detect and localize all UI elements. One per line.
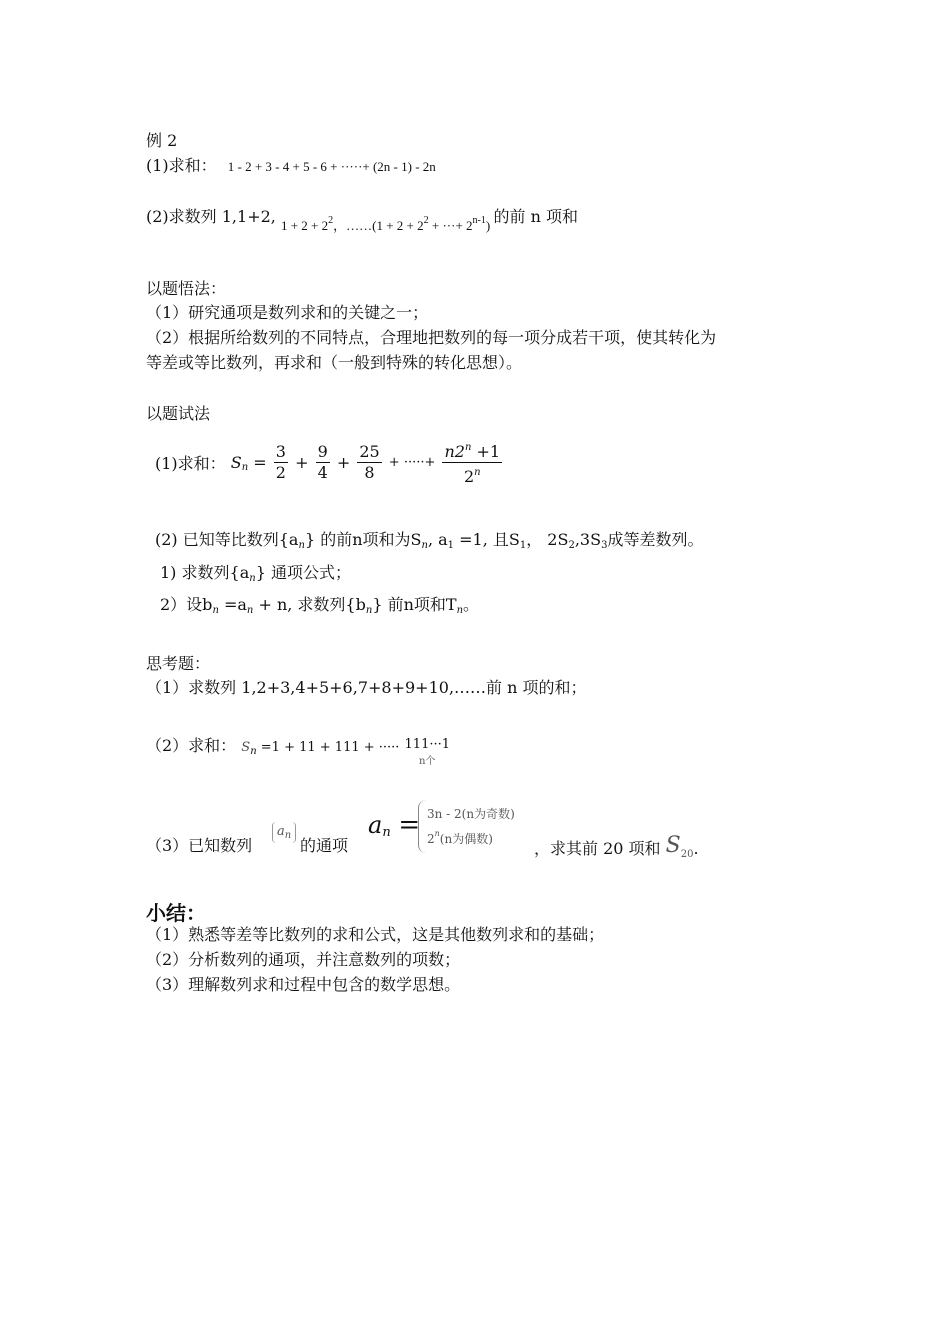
think-title: 思考题：	[146, 654, 211, 673]
frac3-num: 25	[359, 442, 380, 461]
trial-q2-d: =1, 且S	[454, 530, 520, 549]
frac2-den: 4	[317, 463, 328, 482]
example-q2-exp-n: n-1	[472, 215, 486, 226]
trial-title: 以题试法	[146, 404, 211, 423]
think-q3-end: .	[693, 839, 699, 858]
frac3-den: 8	[364, 463, 375, 482]
frac1-den: 2	[275, 463, 286, 482]
think-q3-label: （3）已知数列	[146, 836, 253, 855]
trial-sub1-a: 1) 求数列{a	[160, 563, 250, 582]
insight-item-2: （2）根据所给数列的不同特点，合理地把数列的每一项分成若干项，使其转化为	[146, 328, 717, 347]
trial-q2-e: ， 2S	[526, 530, 569, 549]
example-q1-label: (1)求和：	[146, 156, 217, 175]
think-q3-s20-sub: 20	[680, 849, 694, 860]
summary-title: 小结：	[146, 901, 206, 925]
trial-q2-c: , a	[427, 530, 448, 549]
insight-item-3: 等差或等比数列，再求和（一般到特殊的转化思想）。	[146, 353, 523, 372]
trial-q2-b: } 的前n项和为S	[304, 530, 422, 549]
think-q3-seq: $a_n$	[272, 822, 296, 843]
frac4-num-tail: +1	[471, 442, 501, 461]
think-q3-cases: 3n - 2(n为奇数) 2$^n$(n为偶数)	[418, 800, 515, 853]
trial-sub2: 2）设$b_n =a_n + n$, 求数列$\{b_n\}$ 前n项和$T_n$。	[160, 595, 480, 616]
frac4-den: 2	[463, 467, 475, 486]
summary-item-2: （2）分析数列的通项，并注意数列的项数；	[146, 950, 461, 969]
trial-q2-a: (2) 已知等比数列{a	[155, 530, 299, 549]
summary-item-1: （1）熟悉等差等比数列的求和公式，这是其他数列求和的基础；	[146, 925, 605, 944]
think-q2-under: n个	[419, 756, 436, 767]
trial-sub2-a: 2）设b	[160, 595, 213, 614]
example-q2-expr: 1 + 2 + 22，……(1 + 2 + 22 + ···+ 2n-1)	[280, 215, 491, 233]
trial-sub1-b: } 通项公式；	[255, 563, 351, 582]
trial-sub2-e: 。	[463, 595, 480, 614]
trial-q2: (2) 已知等比数列$\{a_n\}$ 的前n项和为$S_n$, $a_1 =1$, 且$S_1$， $2S_2,3S_3$成等差数列。	[155, 530, 704, 551]
frac1-num: 3	[275, 442, 286, 461]
think-q2-expr: =1 + 11 + 111 + ·····	[256, 740, 400, 755]
insight-item-1: （1）研究通项是数列求和的关键之一；	[146, 303, 429, 322]
frac4-num: n2	[444, 442, 465, 461]
trial-q1-label: (1)求和：	[155, 454, 226, 473]
think-q2-tail: 111···1	[404, 737, 451, 752]
example-q2-expr-b: + ···+ 2	[428, 218, 473, 233]
think-q3-mid: 的通项	[300, 836, 349, 855]
trial-q1-dots: + ·····+	[388, 455, 436, 470]
think-q3-case2-tail: (n为偶数)	[439, 832, 493, 846]
think-q3-case1: 3n - 2(n为奇数)	[427, 807, 515, 821]
think-q2-label: （2）求和：	[146, 736, 237, 755]
think-q3-tail-text: ，求其前 20 项和	[534, 839, 661, 858]
think-q3-an-a: a	[368, 811, 383, 839]
think-q2: （2）求和： $S_n =1 + 11 + 111$ + ····· 111···1 n个	[146, 736, 451, 767]
example-q2	[146, 204, 578, 233]
example-q2-expr-a: 1 + 2 + 2	[280, 218, 329, 233]
example-q2-label: (2)求数列 1,1+2,	[146, 207, 276, 226]
trial-q1-lhs: S	[230, 453, 242, 472]
think-q3-case2: 2	[427, 832, 435, 846]
trial-sub2-d: } 前n项和T	[372, 595, 457, 614]
insight-title: 以题悟法：	[146, 279, 227, 298]
think-q3-tail	[534, 833, 699, 860]
trial-sub2-c: + n, 求数列{b	[253, 595, 366, 614]
example-q2-tail: 的前 n 项和	[493, 207, 578, 226]
think-q3-seq-a: a	[277, 824, 285, 839]
trial-q1: (1)求和： $S_n$ = $\frac{3}{2}$ + $\frac{9}{4}$ + $\frac{25}{8}$ + ·····+ $\frac{n2^n +1}{2^n}$	[155, 438, 504, 487]
think-q3-s20: S	[665, 833, 681, 858]
example-title: 例 2	[146, 131, 178, 150]
trial-sub2-b: =a	[218, 595, 247, 614]
trial-q2-g: 成等差数列。	[607, 530, 704, 549]
example-q2-expr-sep: ，……(1 + 2 + 2	[333, 218, 424, 233]
example-q2-exp: 2	[328, 215, 334, 226]
summary-item-3: （3）理解数列求和过程中包含的数学思想。	[146, 975, 461, 994]
frac2-num: 9	[317, 442, 328, 461]
trial-q2-f: ,3S	[574, 530, 602, 549]
think-q1: （1）求数列 1,2+3,4+5+6,7+8+9+10,……前 n 项的和；	[146, 678, 587, 697]
example-q2-exp-2: 2	[423, 215, 429, 226]
think-q3-an: $a_n$ =	[368, 810, 421, 840]
trial-sub1: 1) 求数列$\{a_n\}$ 通项公式；	[160, 563, 351, 584]
example-q1-expr: 1 - 2 + 3 - 4 + 5 - 6 + ·····+ (2n - 1) - 2n	[227, 159, 436, 174]
example-q1	[146, 153, 436, 176]
